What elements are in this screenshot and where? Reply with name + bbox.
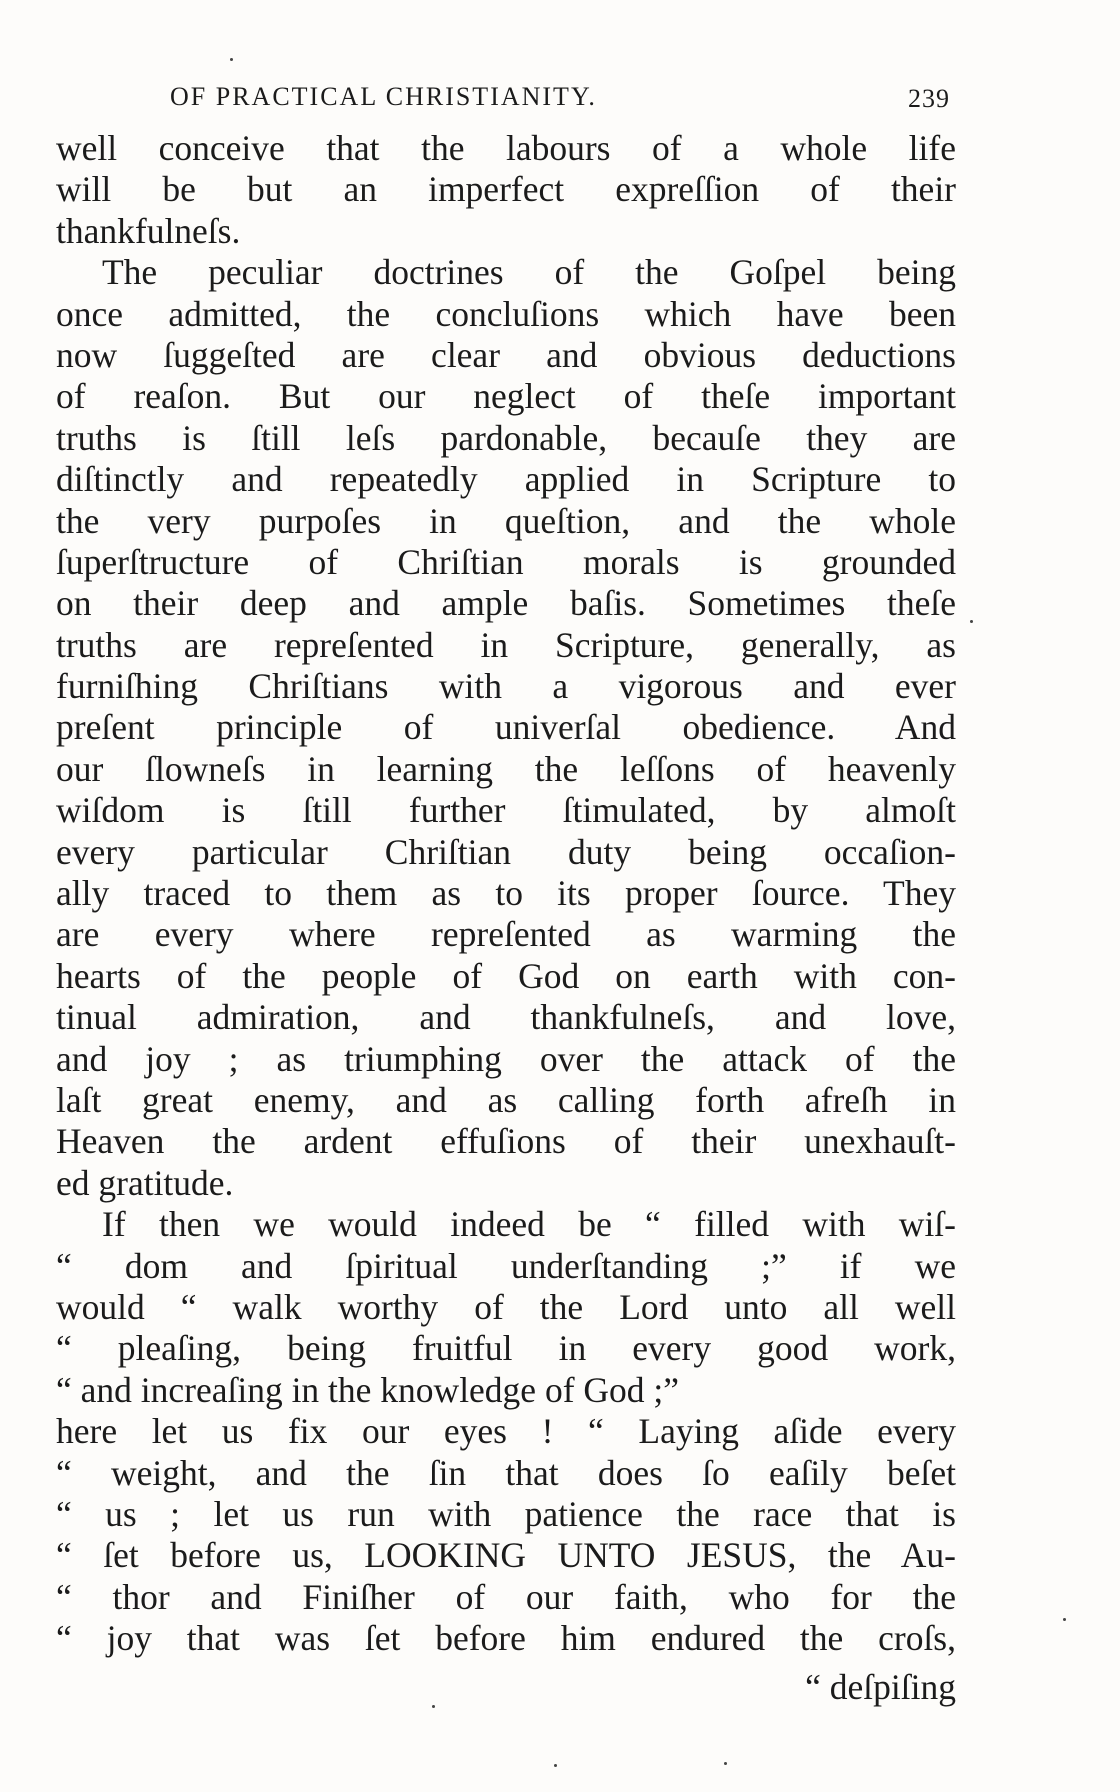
text-line: on their deep and ample baſis. Sometimes theſe bbox=[56, 583, 956, 624]
paper-speck bbox=[970, 620, 973, 623]
text-line: would “ walk worthy of the Lord unto all well bbox=[56, 1286, 956, 1327]
text-line: “ pleaſing, being fruitful in every good work, bbox=[56, 1328, 956, 1369]
paper-speck bbox=[724, 1762, 727, 1765]
text-line: “ and increaſing in the knowledge of God ;” bbox=[56, 1369, 680, 1410]
text-line: every particular Chriſtian duty being occaſion- bbox=[56, 831, 956, 872]
text-line: ally traced to them as to its proper ſource. They bbox=[56, 873, 956, 914]
text-line: truths are repreſented in Scripture, generally, as bbox=[56, 624, 956, 665]
paragraph-start-line: The peculiar doctrines of the Goſpel being bbox=[102, 252, 956, 293]
text-line: diſtinctly and repeatedly applied in Scripture to bbox=[56, 459, 956, 500]
text-line: our ſlowneſs in learning the leſſons of heavenly bbox=[56, 748, 956, 789]
paper-speck bbox=[1063, 1618, 1066, 1621]
text-line: preſent principle of univerſal obedience. And bbox=[56, 707, 956, 748]
catchword: “ deſpiſing bbox=[805, 1667, 956, 1707]
page-number: 239 bbox=[908, 84, 950, 113]
text-line: laſt great enemy, and as calling forth afreſh in bbox=[56, 1079, 956, 1120]
text-line: wiſdom is ſtill further ſtimulated, by almoſt bbox=[56, 790, 956, 831]
text-line: “ us ; let us run with patience the race that is bbox=[56, 1493, 956, 1534]
body-text bbox=[56, 128, 956, 1659]
paper-speck bbox=[230, 58, 233, 61]
text-line: hearts of the people of God on earth with con- bbox=[56, 955, 956, 996]
text-line: ed gratitude. bbox=[56, 1162, 234, 1203]
text-line: thankfulneſs. bbox=[56, 210, 241, 251]
text-line: well conceive that the labours of a whole life bbox=[56, 128, 956, 168]
text-line: “ weight, and the ſin that does ſo eaſily beſet bbox=[56, 1452, 956, 1493]
text-line: ſuperſtructure of Chriſtian morals is grounded bbox=[56, 541, 956, 582]
text-line: and joy ; as triumphing over the attack of the bbox=[56, 1038, 956, 1079]
text-line: tinual admiration, and thankfulneſs, and love, bbox=[56, 997, 956, 1038]
text-line: are every where repreſented as warming the bbox=[56, 914, 956, 955]
text-line: “ thor and Finiſher of our faith, who for the bbox=[56, 1576, 956, 1617]
running-title: OF PRACTICAL CHRISTIANITY. bbox=[170, 82, 597, 111]
catchword-row bbox=[56, 1666, 956, 1708]
page-header bbox=[170, 82, 950, 122]
text-line: “ ſet before us, LOOKING UNTO JESUS, the Au- bbox=[56, 1535, 956, 1576]
text-line: of reaſon. But our neglect of theſe important bbox=[56, 376, 956, 417]
text-line: will be but an imperfect expreſſion of their bbox=[56, 169, 956, 210]
paper-speck bbox=[432, 1705, 435, 1708]
text-line: now ſuggeſted are clear and obvious deductions bbox=[56, 334, 956, 375]
text-line: Heaven the ardent effuſions of their unexhauſt- bbox=[56, 1121, 956, 1162]
text-line: “ dom and ſpiritual underſtanding ;” if we bbox=[56, 1245, 956, 1286]
text-line: the very purpoſes in queſtion, and the whole bbox=[56, 500, 956, 541]
text-line: here let us fix our eyes ! “ Laying aſide every bbox=[56, 1411, 956, 1452]
text-line: furniſhing Chriſtians with a vigorous and ever bbox=[56, 666, 956, 707]
paragraph-start-line: If then we would indeed be “ filled with wiſ- bbox=[102, 1204, 956, 1245]
text-line: truths is ſtill leſs pardonable, becauſe they are bbox=[56, 417, 956, 458]
text-line: “ joy that was ſet before him endured the croſs, bbox=[56, 1618, 956, 1659]
text-line: once admitted, the concluſions which have been bbox=[56, 293, 956, 334]
paper-speck bbox=[554, 1764, 557, 1767]
